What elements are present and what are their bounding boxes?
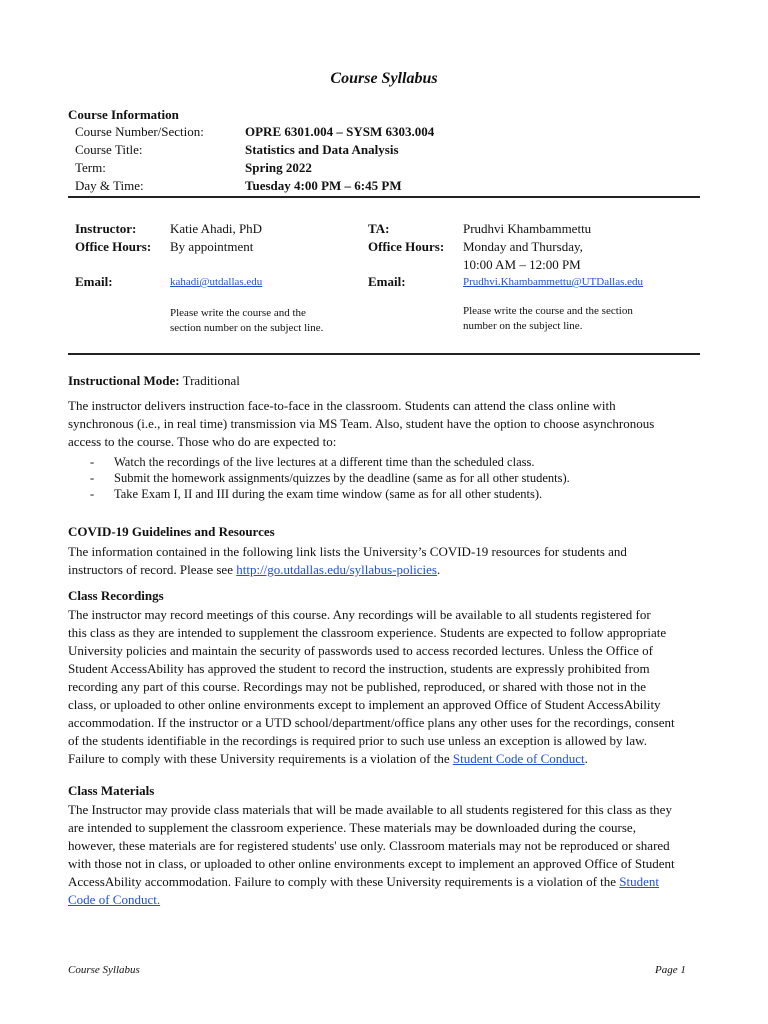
materials-line: with those not in class, or uploaded to other online environments except to implement an approved Office of Student <box>68 856 675 871</box>
course-title-row <box>75 142 475 160</box>
page-number: Page 1 <box>655 964 686 976</box>
covid-heading: COVID-19 Guidelines and Resources <box>68 524 275 539</box>
materials-line <box>68 891 700 909</box>
ta-email-link[interactable]: Prudhvi.Khambammettu@UTDallas.edu <box>463 276 643 288</box>
instructor-email-label: Email: <box>75 274 113 289</box>
instructor-hours: By appointment <box>170 239 254 254</box>
recordings-line: Failure to comply with these University requirements is a violation of the Student Code of Conduct. <box>68 751 588 766</box>
ta-note-line1: Please write the course and the section <box>463 305 633 317</box>
ta-note-line2: number on the subject line. <box>463 320 583 332</box>
term-value: Spring 2022 <box>245 160 312 175</box>
page-title: Course Syllabus <box>330 70 438 87</box>
course-info-heading: Course Information <box>68 107 179 122</box>
recordings-line: accommodation. If the instructor or a UTD school/department/office plans any other uses for the recordings, consent <box>68 715 675 730</box>
ta-hours-line2: 10:00 AM – 12:00 PM <box>463 257 581 272</box>
instructor-name: Katie Ahadi, PhD <box>170 221 263 236</box>
recordings-line: of the students identifiable in the recordings is required prior to such use unless an exception is allowed by law. <box>68 733 647 748</box>
footer-title: Course Syllabus <box>68 964 140 976</box>
instructor-note-line2: section number on the subject line. <box>170 322 324 334</box>
day-time-value: Tuesday 4:00 PM – 6:45 PM <box>245 178 402 193</box>
materials-line: are intended to supplement the classroom experience. These materials may be downloaded during the course, <box>68 820 636 835</box>
course-number-value: OPRE 6301.004 – SYSM 6303.004 <box>245 124 435 139</box>
instructor-note-line1: Please write the course and the <box>170 307 306 319</box>
instructor-email-link[interactable]: kahadi@utdallas.edu <box>170 276 263 288</box>
day-time-row <box>75 178 475 196</box>
ta-name: Prudhvi Khambammettu <box>463 221 592 236</box>
mode-value: Traditional <box>182 373 240 388</box>
materials-line: The Instructor may provide class materials that will be made available to all students registered for this class as they <box>68 802 672 817</box>
course-title-label: Course Title: <box>75 142 143 157</box>
ta-hours-line1: Monday and Thursday, <box>463 239 583 254</box>
mode-line: synchronous (i.e., in real time) transmission via MS Team. Also, student have the option to choose asynchronous <box>68 416 655 431</box>
materials-paragraph <box>68 801 700 909</box>
day-time-label: Day & Time: <box>75 178 144 193</box>
course-title-value: Statistics and Data Analysis <box>245 142 399 157</box>
ta-label: TA: <box>368 221 390 236</box>
covid-line: instructors of record. Please see http://go.utdallas.edu/syllabus-policies. <box>68 562 441 577</box>
materials-line: however, these materials are for registered students' use only. Classroom materials may not be reproduced or shared <box>68 838 670 853</box>
recordings-paragraph <box>68 606 700 768</box>
covid-paragraph <box>68 543 700 579</box>
syllabus-page: Course Syllabus Course Information Course Number/Section: OPRE 6301.004 – SYSM 6303.004 Course Title: Statistics and Data Analysis Term: Spring 2022 Day & Time: Tuesday 4:00 PM – 6:45 PM Instructor: Katie Ahadi, PhD Office Hours: By appointment Email: kahadi@utdallas.edu Please write the course and the section number on the subject line. TA: Prudhvi Khambammettu Office Hours: Monday and Thursday, 10:00 AM – 12:00 PM Email: Prudhvi.Khambammettu@UTDallas.edu Please write the course and the section number on the subject line. Instructional Mode: Traditional The instructor delivers instruction face-to-face in the classroom. Students can attend the class online with synchronous (i.e., in real time) transmission via MS Team. Also, student have the option to choose asynchronous access to the course. Those who do are expected to: - Watch the recordings of the live lectures at a different time than the scheduled class. - Submit the homework assignments/quizzes by the deadline (same as for all other students). - Take Exam I, II and III during the exam time window (same as for all other students). COVID-19 Guidelines and Resources The information contained in the following link lists the University’s COVID-19 resources for students and instructors of record. Please see http://go.utdallas.edu/syllabus-policies. Class Recordings The instructor may record meetings of this course. Any recordings will be available to all students registered for this class as they are intended to supplement the classroom experience. Students are expected to follow appropriate University policies and maintain the security of passwords used to access recorded lectures. Unless the Office of Student AccessAbility has approved the student to record the instruction, students are expressly prohibited from recording any part of this course. Recordings may not be published, reproduced, or shared with those not in the class, or uploaded to other online environments except to implement an approved Office of Student AccessAbility accommodation. If the instructor or a UTD school/department/office plans any other uses for the recordings, consent of the students identifiable in the recordings is required prior to such use unless an exception is allowed by law. Failure to comply with these University requirements is a violation of the Student Code of Conduct. Class Materials The Instructor may provide class materials that will be made available to all students registered for this class as they are intended to supplement the classroom experience. These materials may be downloaded during the course, however, these materials are for registered students' use only. Classroom materials may not be reproduced or shared with those not in class, or uploaded to other online environments except to implement an approved Office of Student AccessAbility accommodation. Failure to comply with these University requirements is a violation of the Student Code of Conduct. Course Syllabus Page 1 <box>0 0 768 1024</box>
instructor-label: Instructor: <box>75 221 137 236</box>
materials-line: AccessAbility accommodation. Failure to comply with these University requirements is a violation of the Student <box>68 874 660 889</box>
course-number-label: Course Number/Section: <box>75 124 204 139</box>
student-code-link[interactable]: Student Code of Conduct <box>452 751 585 766</box>
materials-heading: Class Materials <box>68 783 155 798</box>
mode-paragraph <box>68 397 700 451</box>
student-code-link[interactable]: Student <box>619 874 660 889</box>
mode-line: The instructor delivers instruction face-to-face in the classroom. Students can attend the class online with <box>68 398 616 413</box>
recordings-line: recording any part of this course. Recordings may not be published, reproduced, or shared with those not in the <box>68 679 646 694</box>
divider-bottom <box>68 353 700 355</box>
mode-label: Instructional Mode: <box>68 373 180 388</box>
recordings-line: Student AccessAbility has approved the student to record the instruction, students are expressly prohibited from <box>68 661 650 676</box>
recordings-line: class, or uploaded to other online environments except to implement an approved Office of Student AccessAbility <box>68 697 661 712</box>
covid-policy-link[interactable]: http://go.utdallas.edu/syllabus-policies <box>236 562 437 577</box>
recordings-heading: Class Recordings <box>68 588 164 603</box>
term-label: Term: <box>75 160 106 175</box>
instructor-hours-label: Office Hours: <box>75 239 152 254</box>
recordings-line: The instructor may record meetings of this course. Any recordings will be available to all students registered for <box>68 607 651 622</box>
code-of-conduct-link[interactable]: Code of Conduct. <box>68 892 161 907</box>
ta-hours-label: Office Hours: <box>368 239 445 254</box>
recordings-line: University policies and maintain the security of passwords used to access recorded lectures. Unless the Office of <box>68 643 653 658</box>
divider-top <box>68 196 700 198</box>
mode-line: access to the course. Those who do are expected to: <box>68 434 337 449</box>
recordings-line: this class as they are intended to supplement the classroom experience. Students are expected to follow appropriate <box>68 625 667 640</box>
course-number-row <box>75 124 475 142</box>
covid-line: The information contained in the following link lists the University’s COVID-19 resources for students and <box>68 544 627 559</box>
term-row <box>75 160 475 178</box>
instructional-mode <box>68 372 240 390</box>
ta-email-label: Email: <box>368 274 406 289</box>
